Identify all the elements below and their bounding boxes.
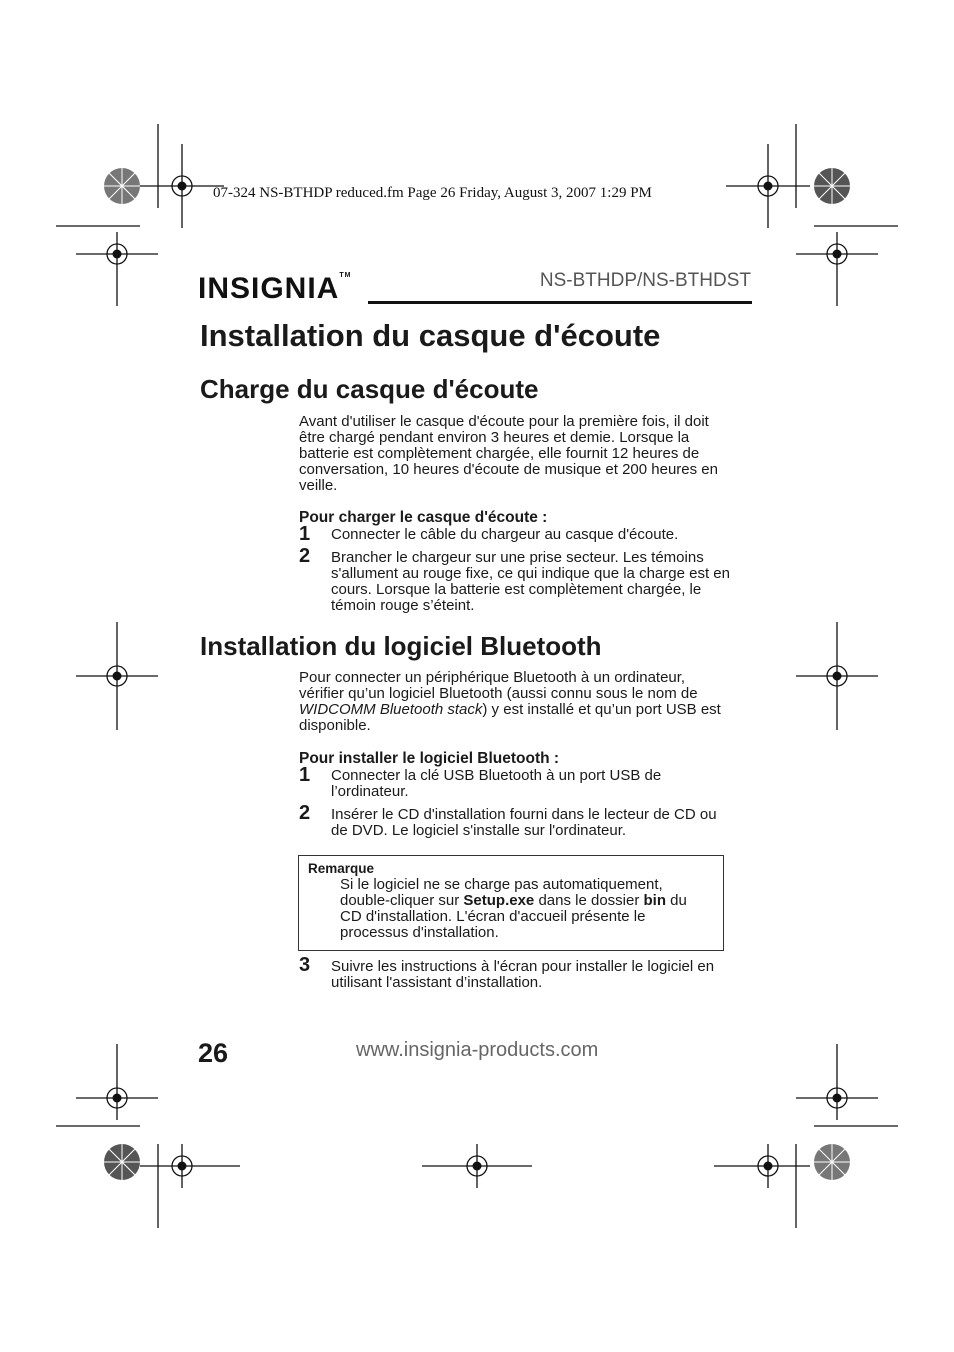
text-line: Si le logiciel ne se charge pas automatiquement,	[340, 876, 663, 893]
text-line: disponible.	[299, 717, 371, 734]
text-line: veille.	[299, 477, 338, 494]
text-fragment: ) y est installé et qu’un port USB est	[482, 701, 721, 718]
text-line: Connecter la clé USB Bluetooth à un port USB de	[331, 767, 662, 784]
procedure-title-bluetooth: Pour installer le logiciel Bluetooth :	[299, 750, 560, 767]
text-line	[299, 702, 759, 718]
procedure-title-charge: Pour charger le casque d'écoute :	[299, 509, 548, 526]
step-text	[331, 527, 761, 543]
folder-name: bin	[643, 892, 667, 909]
print-header: 07-324 NS-BTHDP reduced.fm Page 26 Friday, August 3, 2007 1:29 PM	[213, 185, 652, 201]
step-text	[331, 807, 761, 839]
step-number: 1	[299, 764, 311, 786]
filename: Setup.exe	[463, 892, 535, 909]
logo-trademark: TM	[339, 272, 352, 279]
text-fragment: double-cliquer sur	[340, 892, 464, 909]
text-line: être chargé pendant environ 3 heures et demie. Lorsque la	[299, 429, 690, 446]
text-line: Connecter le câble du chargeur au casque d'écoute.	[331, 526, 679, 543]
software-name: WIDCOMM Bluetooth stack	[299, 701, 483, 718]
text-line: s'allument au rouge fixe, ce qui indique que la charge est en	[331, 565, 730, 582]
insignia-logo	[198, 272, 351, 306]
header-rule	[368, 301, 752, 304]
text-line: témoin rouge s’éteint.	[331, 597, 475, 614]
page-number: 26	[198, 1038, 229, 1068]
text-line: batterie est complètement chargée, elle fournit 12 heures de	[299, 445, 700, 462]
text-line: CD d'installation. L'écran d'accueil présente le	[340, 908, 646, 925]
note-text	[340, 877, 720, 941]
text-line: Avant d'utiliser le casque d'écoute pour la première fois, il doit	[299, 413, 709, 430]
step-number: 3	[299, 954, 311, 976]
page-title: Installation du casque d'écoute	[200, 318, 661, 353]
text-line: Insérer le CD d'installation fourni dans le lecteur de CD ou	[331, 806, 717, 823]
text-line: Brancher le chargeur sur une prise secteur. Les témoins	[331, 549, 704, 566]
section-heading-bluetooth: Installation du logiciel Bluetooth	[200, 631, 602, 661]
text-line: utilisant l'assistant d’installation.	[331, 974, 543, 991]
text-line: conversation, 10 heures d'écoute de musique et 200 heures en	[299, 461, 718, 478]
text-line: Pour connecter un périphérique Bluetooth à un ordinateur,	[299, 669, 686, 686]
step-text	[331, 768, 761, 800]
text-line: cours. Lorsque la batterie est complètement chargée, le	[331, 581, 702, 598]
website-url: www.insignia-products.com	[356, 1039, 599, 1061]
text-line: de DVD. Le logiciel s'installe sur l'ordinateur.	[331, 822, 627, 839]
text-fragment: dans le dossier	[534, 892, 644, 909]
step-number: 2	[299, 545, 311, 567]
text-line: Suivre les instructions à l'écran pour installer le logiciel en	[331, 958, 715, 975]
logo-text: INSIGNIA	[198, 272, 340, 305]
charge-intro	[299, 414, 759, 494]
note-label: Remarque	[308, 861, 375, 876]
step-text	[331, 550, 761, 614]
text-line: processus d'installation.	[340, 924, 499, 941]
bluetooth-intro	[299, 670, 759, 734]
step-number: 1	[299, 523, 311, 545]
section-heading-charge: Charge du casque d'écoute	[200, 374, 539, 404]
text-line	[340, 893, 720, 909]
step-text	[331, 959, 761, 991]
text-fragment: du	[666, 892, 687, 909]
model-number: NS-BTHDP/NS-BTHDST	[539, 270, 751, 291]
text-line: vérifier qu’un logiciel Bluetooth (aussi connu sous le nom de	[299, 685, 698, 702]
text-line: l’ordinateur.	[331, 783, 409, 800]
step-number: 2	[299, 802, 311, 824]
